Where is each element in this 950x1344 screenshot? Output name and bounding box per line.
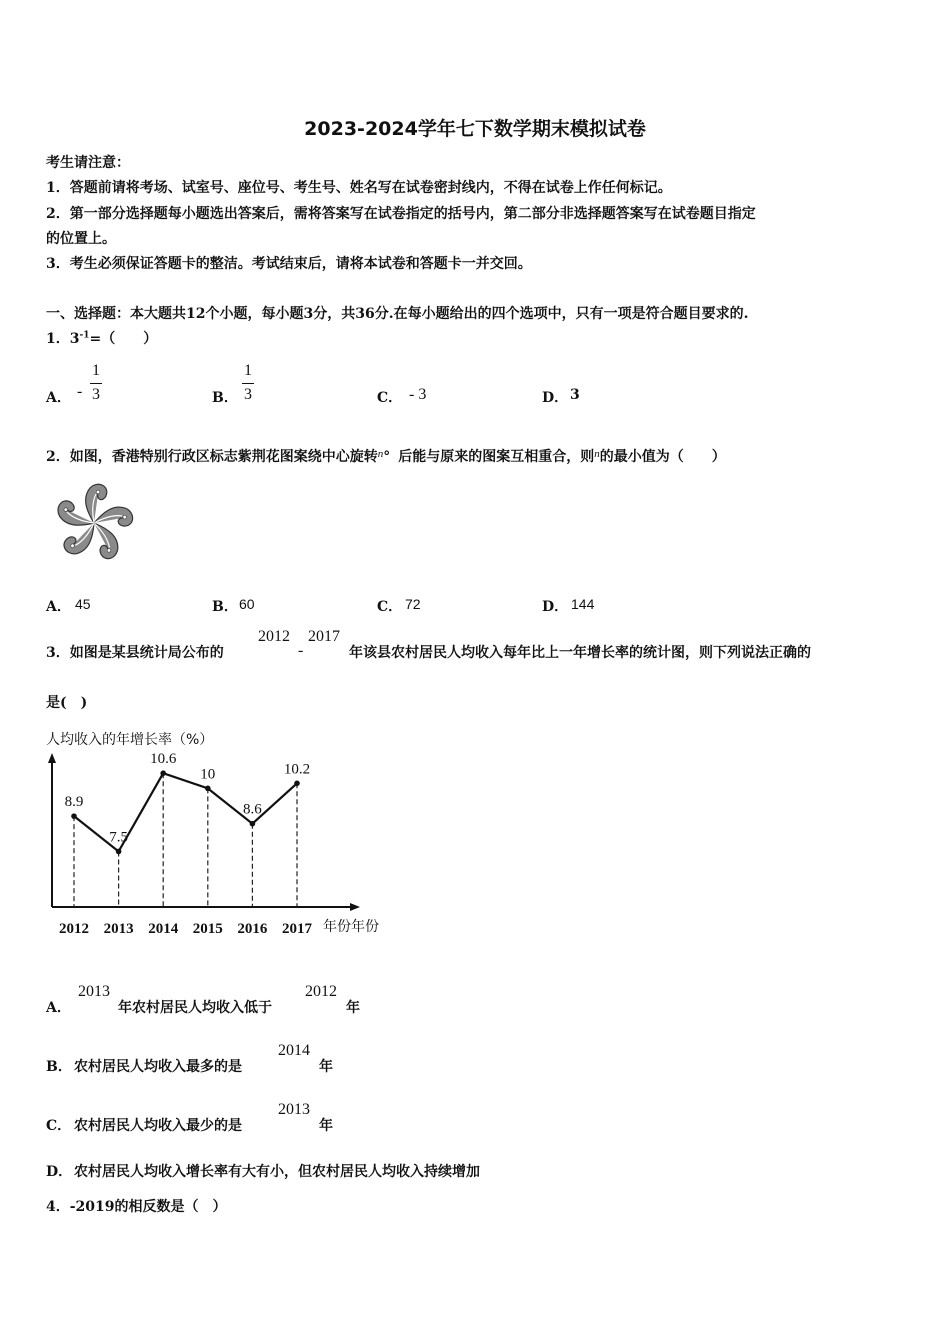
q3-dash: - [298, 642, 304, 659]
q2-option-b-value: 60 [239, 596, 255, 612]
q3-option-c-label[interactable]: C． [46, 1118, 72, 1134]
x-tick-label-2016: 2016 [237, 921, 268, 937]
q3-option-d-text: 农村居民人均收入增长率有大有小，但农村居民人均收入持续增加 [74, 1164, 480, 1180]
q2-option-d-label[interactable]: D． [542, 599, 569, 615]
q3-option-b-year: 2014 [278, 1042, 310, 1059]
q2-option-a-value: 45 [75, 596, 91, 612]
data-point-2015 [205, 786, 211, 792]
q2-degree: ° [383, 449, 391, 465]
x-tick-label-2015: 2015 [192, 921, 223, 937]
bauhinia-petal [91, 503, 134, 535]
data-point-2012 [71, 813, 77, 819]
x-axis-arrow [350, 903, 360, 911]
q2-variable-n: n [377, 448, 384, 460]
q1-option-b-label[interactable]: B． [212, 390, 238, 406]
q1-suffix: =（ ） [89, 331, 158, 347]
notice-item: 2．第一部分选择题每小题选出答案后，需将答案写在试卷指定的括号内，第二部分非选择题答案写在试卷题目指定 [46, 206, 756, 222]
data-label-2013: 7.5 [109, 829, 128, 846]
data-label-2017: 10.2 [283, 761, 311, 778]
q3-option-a-label[interactable]: A． [46, 1000, 71, 1016]
q2-variable-n2: n [594, 448, 600, 460]
q1-option-b-denominator: 3 [244, 386, 252, 403]
q1-option-a-denominator: 3 [92, 386, 100, 403]
q3-option-b-text: 农村居民人均收入最多的是 [74, 1059, 242, 1075]
q1-option-a-sign: - [77, 383, 83, 400]
bauhinia-flower-figure [46, 480, 142, 566]
q1-option-a-fraction-bar [90, 383, 102, 384]
q3-stem-part-c: 是( ) [46, 695, 88, 711]
q1-option-d-label[interactable]: D． [542, 390, 569, 406]
growth-rate-line-chart [40, 745, 400, 945]
q1-option-c-value: - 3 [409, 386, 427, 403]
q1-option-a-numerator: 1 [92, 362, 100, 379]
q3-option-b-label[interactable]: B． [46, 1059, 72, 1075]
data-label-2015: 10 [200, 766, 216, 783]
q1-base: 1．3 [46, 331, 80, 347]
y-axis-arrow [48, 753, 56, 763]
notice-item: 的位置上。 [46, 231, 116, 247]
q3-option-c-year: 2013 [278, 1101, 310, 1118]
x-axis-label: 年份年份 [323, 920, 379, 935]
q3-option-a-text: 年农村居民人均收入低于 [118, 1000, 272, 1016]
question-2-stem [46, 446, 726, 466]
question-1-stem [46, 328, 157, 348]
q1-option-d-value: 3 [570, 387, 580, 403]
q3-year-to: 2017 [308, 628, 340, 645]
q2-option-b-label[interactable]: B． [212, 599, 238, 615]
notice-item: 1．答题前请将考场、试室号、座位号、考生号、姓名写在试卷密封线内，不得在试卷上作任何标记。 [46, 180, 672, 196]
q2-option-d-value: 144 [571, 596, 595, 612]
chart-title: 人均收入的年增长率（%） [46, 732, 214, 748]
q3-option-c-suffix: 年 [319, 1118, 333, 1134]
growth-rate-series-line [74, 773, 297, 851]
x-tick-label-2013: 2013 [103, 921, 134, 937]
x-tick-label-2014: 2014 [148, 921, 179, 937]
notice-heading: 考生请注意： [46, 155, 130, 171]
q2-option-c-value: 72 [405, 596, 421, 612]
data-label-2012: 8.9 [64, 794, 84, 811]
data-point-2016 [250, 821, 256, 827]
q2-stem-part-a: 2．如图，香港特别行政区标志紫荆花图案绕中心旋转 [46, 449, 378, 465]
data-point-2017 [294, 780, 300, 786]
data-label-2016: 8.6 [243, 801, 262, 818]
q3-option-a-year2: 2012 [305, 983, 337, 1000]
q3-option-a-suffix: 年 [346, 1000, 360, 1016]
q3-option-a-year1: 2013 [78, 983, 110, 1000]
q3-option-c-text: 农村居民人均收入最少的是 [74, 1118, 242, 1134]
section-heading: 一、选择题：本大题共12个小题，每小题3分，共36分.在每小题给出的四个选项中，只有一项是符合题目要求的. [46, 306, 749, 322]
q2-stem-part-c: 的最小值为（ ） [599, 449, 726, 465]
q3-stem-part-a: 3．如图是某县统计局公布的 [46, 645, 224, 661]
q1-option-b-numerator: 1 [244, 362, 252, 379]
data-point-2013 [116, 849, 122, 855]
x-tick-label-2017: 2017 [282, 921, 312, 937]
q2-option-c-label[interactable]: C． [377, 599, 403, 615]
q1-option-b-fraction-bar [242, 383, 254, 384]
question-4-stem: 4．-2019的相反数是（ ） [46, 1199, 227, 1215]
x-tick-label-2012: 2012 [59, 921, 89, 937]
data-point-2014 [160, 770, 166, 776]
q3-option-b-suffix: 年 [319, 1059, 333, 1075]
q2-stem-part-b: 后能与原来的图案互相重合，则 [398, 449, 595, 465]
page-title: 2023-2024学年七下数学期末模拟试卷 [304, 118, 646, 140]
notice-item: 3．考生必须保证答题卡的整洁。考试结束后，请将本试卷和答题卡一并交回。 [46, 256, 532, 272]
q3-stem-part-b: 年该县农村居民人均收入每年比上一年增长率的统计图，则下列说法正确的 [349, 645, 811, 661]
q1-option-a-label[interactable]: A． [46, 390, 71, 406]
q3-year-from: 2012 [258, 628, 290, 645]
q1-exponent: -1 [79, 330, 90, 341]
q1-option-c-label[interactable]: C． [377, 390, 403, 406]
q2-option-a-label[interactable]: A． [46, 599, 71, 615]
data-label-2014: 10.6 [150, 751, 177, 768]
q3-option-d-label[interactable]: D． [46, 1164, 73, 1180]
